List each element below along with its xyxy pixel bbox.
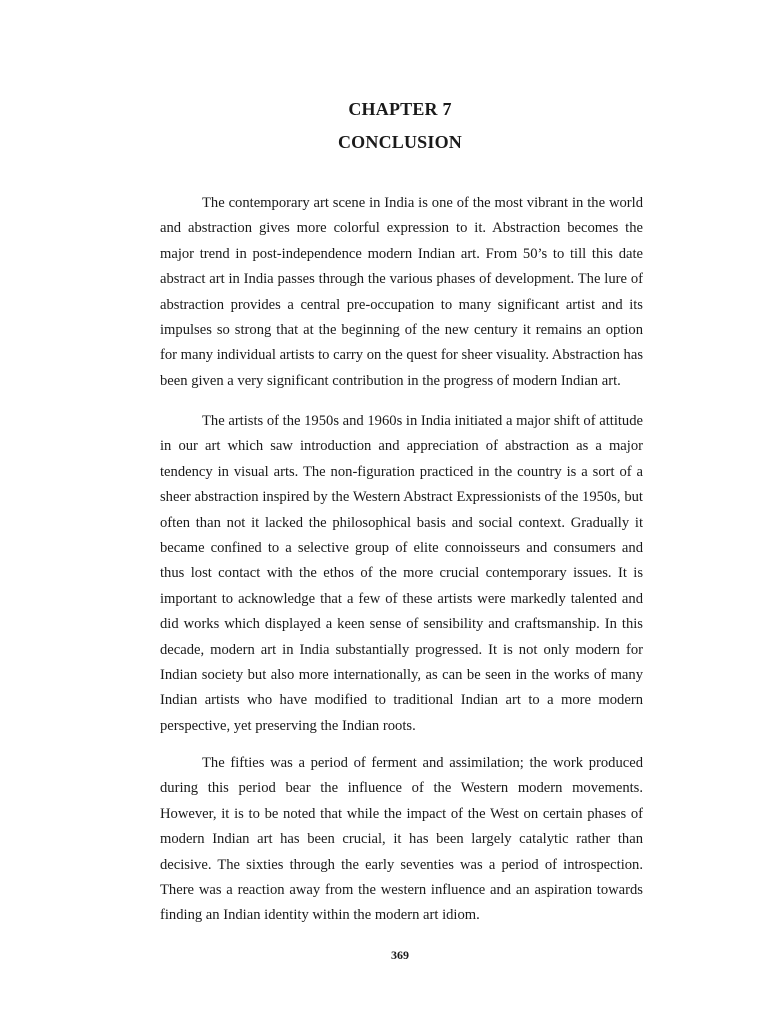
chapter-title: CONCLUSION [337,132,463,152]
body-paragraph: The contemporary art scene in India is one of the most vibrant in the world and abstraction gives more colorful expression to it. Abstraction becomes the major trend in post-independence modern Indian art. From 50’s to till this date abstract art in India passes through the various phases of development. The lure of abstraction provides a central pre-occupation to many significant artist and its impulses so strong that at the beginning of the new century it remains an option for many individual artists to carry on the quest for sheer visuality. Abstraction has been given a very significant contribution in the progress of modern Indian art. [160,195,643,389]
body-paragraph: The artists of the 1950s and 1960s in India initiated a major shift of attitude in our art which saw introduction and appreciation of abstraction as a major tendency in visual arts. The non-figuration practiced in the country is a sort of a sheer abstraction inspired by the Western Abstract Expressionists of the 1950s, but often than not it lacked the philosophical basis and social context. Gradually it became confined to a selective group of elite connoisseurs and consumers and thus lost contact with the ethos of the more crucial contemporary issues. It is important to acknowledge that a few of these artists were markedly talented and did works which displayed a keen sense of sensibility and craftsmanship. In this decade, modern art in India substantially progressed. It is not only modern for Indian society but also more internationally, as can be seen in the works of many Indian artists who have modified to traditional Indian art to a more modern perspective, yet preserving the Indian roots. [160,413,643,734]
page-number: 369 [391,948,409,962]
chapter-label: CHAPTER 7 [348,99,452,119]
body-paragraph: The fifties was a period of ferment and assimilation; the work produced during this period bear the influence of the Western modern movements. However, it is to be noted that while the impact of the West on certain phases of modern Indian art has been crucial, it has been largely catalytic rather than decisive. The sixties through the early seventies was a period of introspection. There was a reaction away from the western influence and an aspiration towards finding an Indian identity within the modern art idiom. [160,755,643,924]
